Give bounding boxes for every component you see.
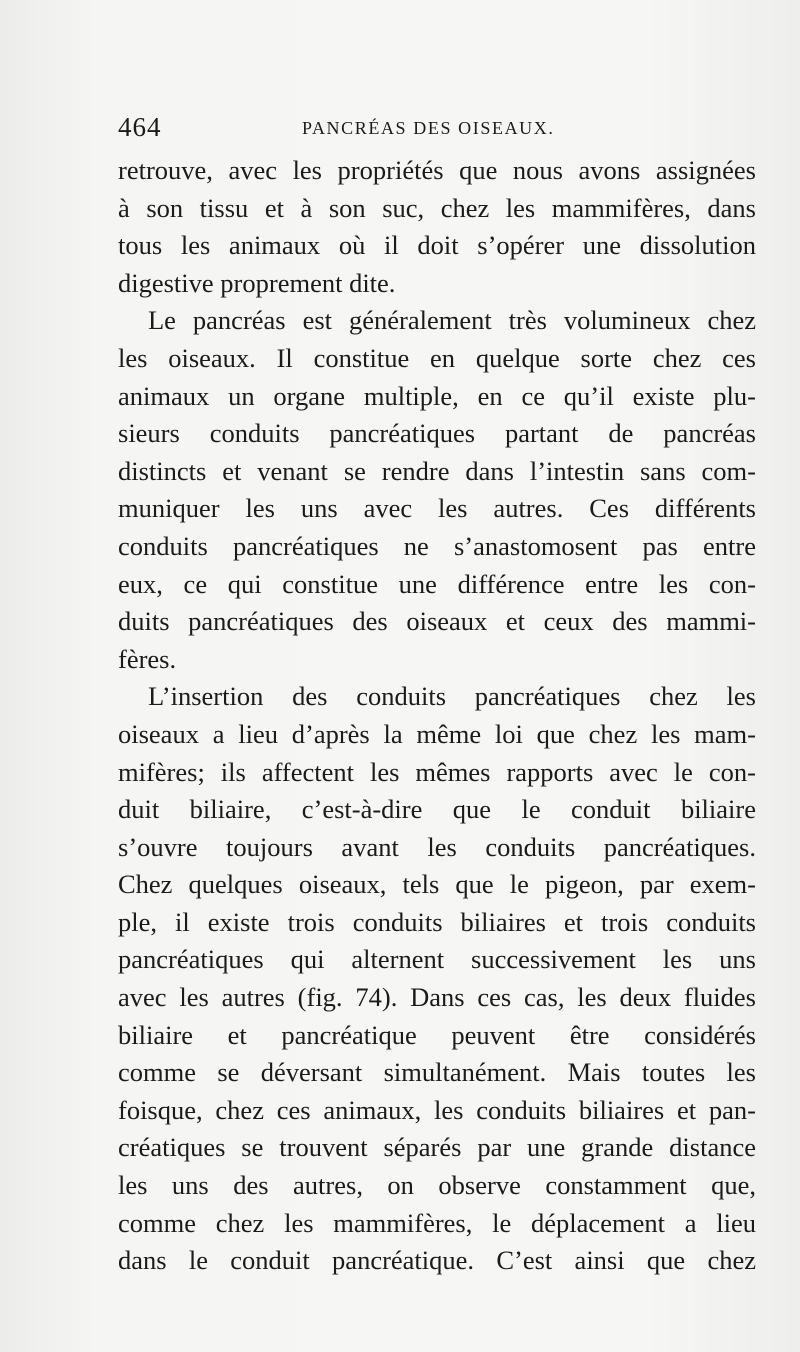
text-line: oiseaux a lieu d’après la même loi que chez les mam-: [118, 718, 756, 749]
text-line: Le pancréas est généralement très volumineux chez: [148, 305, 756, 336]
text-line: biliaire et pancréatique peuvent être considérés: [118, 1019, 756, 1050]
text-line: muniquer les uns avec les autres. Ces différents: [118, 493, 756, 524]
text-line: comme chez les mammifères, le déplacement a lieu: [118, 1207, 756, 1238]
text-line: mifères; ils affectent les mêmes rapports avec le con-: [118, 756, 756, 787]
text-line: les uns des autres, on observe constamment que,: [118, 1170, 756, 1201]
text-line: distincts et venant se rendre dans l’intestin sans com-: [118, 455, 756, 486]
text-line: sieurs conduits pancréatiques partant de pancréas: [118, 418, 756, 449]
text-line: s’ouvre toujours avant les conduits pancréatiques.: [118, 831, 756, 862]
text-line: tous les animaux où il doit s’opérer une dissolution: [118, 230, 756, 261]
text-line: ple, il existe trois conduits biliaires et trois conduits: [118, 906, 756, 937]
text-line: digestive proprement dite.: [118, 267, 396, 298]
text-line: fères.: [118, 643, 177, 674]
text-line: dans le conduit pancréatique. C’est ainsi que chez: [118, 1245, 756, 1276]
text-line: comme se déversant simultanément. Mais toutes les: [118, 1057, 756, 1088]
text-line: à son tissu et à son suc, chez les mammifères, dans: [118, 192, 756, 223]
text-line: duits pancréatiques des oiseaux et ceux des mammi-: [118, 606, 756, 637]
page-header: [118, 112, 758, 146]
text-line: conduits pancréatiques ne s’anastomosent pas entre: [118, 530, 756, 561]
text-line: duit biliaire, c’est-à-dire que le conduit biliaire: [118, 794, 756, 825]
page-number: 464: [118, 112, 162, 142]
text-line: les oiseaux. Il constitue en quelque sorte chez ces: [118, 342, 756, 373]
text-line: Chez quelques oiseaux, tels que le pigeon, par exem-: [118, 869, 756, 900]
text-line: pancréatiques qui alternent successivement les uns: [118, 944, 756, 975]
text-line: avec les autres (fig. 74). Dans ces cas, les deux fluides: [118, 982, 756, 1013]
text-line: L’insertion des conduits pancréatiques chez les: [148, 681, 756, 712]
running-title: PANCRÉAS DES OISEAUX.: [302, 118, 555, 138]
text-line: animaux un organe multiple, en ce qu’il existe plu-: [118, 380, 756, 411]
text-line: eux, ce qui constitue une différence entre les con-: [118, 568, 756, 599]
text-line: retrouve, avec les propriétés que nous avons assignées: [118, 155, 756, 185]
text-line: foisque, chez ces animaux, les conduits biliaires et pan-: [118, 1094, 756, 1125]
text-line: créatiques se trouvent séparés par une grande distance: [118, 1132, 756, 1163]
body-text: [118, 152, 756, 1280]
